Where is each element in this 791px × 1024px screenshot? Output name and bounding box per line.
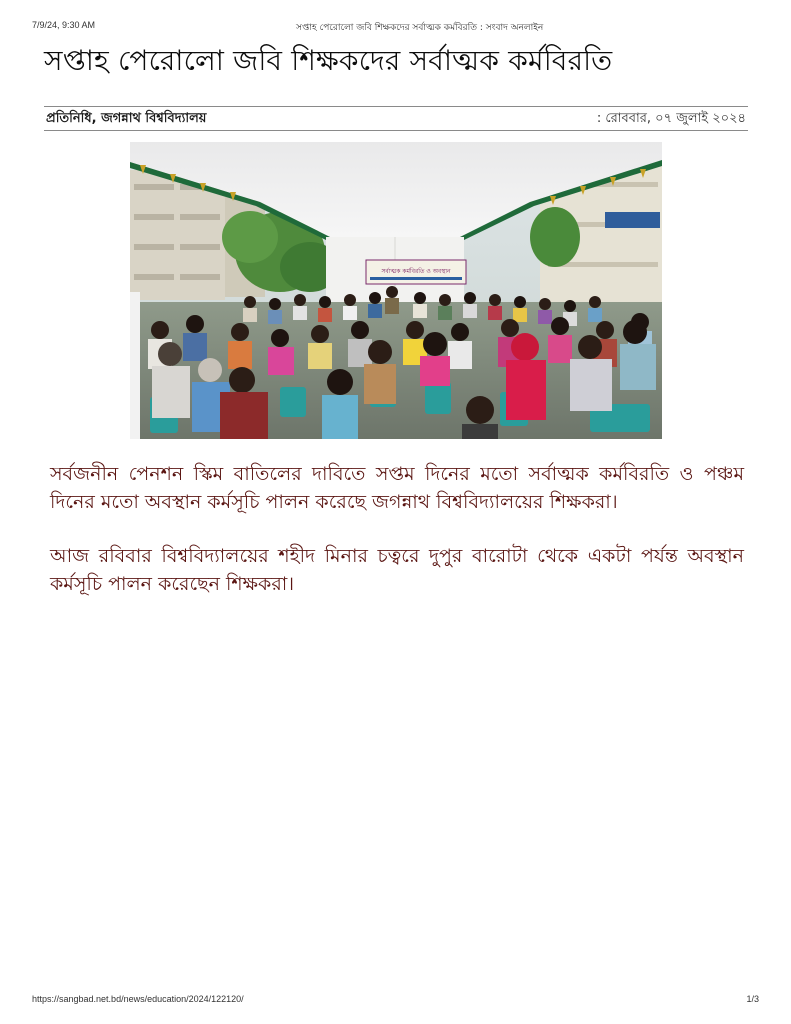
byline-top-rule [44,106,748,107]
person-red-hijab [506,360,546,420]
article-headline: সপ্তাহ পেরোলো জবি শিক্ষকদের সর্বাত্মক কর্মবিরতি [44,44,613,77]
right-building-sign [605,212,660,228]
publish-date: : রোববার, ০৭ জুলাই ২০২৪ [596,111,746,126]
article-body [50,460,744,624]
article-photo [130,142,662,439]
print-timestamp: 7/9/24, 9:30 AM [32,20,96,30]
print-url[interactable]: https://sangbad.net.bd/news/education/2024/122120/ [32,994,244,1004]
banner-text: সর্বাত্মক কর্মবিরতি ও অবস্থান [381,268,451,275]
article-paragraph-1: সর্বজনীন পেনশন স্কিম বাতিলের দাবিতে সপ্তম দিনের মতো সর্বাত্মক কর্মবিরতি ও পঞ্চম দিনের মতো অবস্থান কর্মসূচি পালন করেছে জগন্নাথ বিশ্ববিদ্যালয়ের শিক্ষকরা। [50,463,744,513]
protest-photo-illustration [130,142,662,439]
byline-bottom-rule [44,130,748,131]
page-number: 1/3 [746,994,759,1004]
print-header [0,0,791,34]
byline-row [46,109,746,129]
byline-author: প্রতিনিধি, জগন্নাথ বিশ্ববিদ্যালয় [46,111,207,126]
print-footer [0,990,791,1010]
print-page-title: সপ্তাহ পেরোলো জবি শিক্ষকদের সর্বাত্মক কর্মবিরতি : সংবাদ অনলাইন [296,23,544,33]
article-paragraph-2: আজ রবিবার বিশ্ববিদ্যালয়ের শহীদ মিনার চত্বরে দুপুর বারোটা থেকে একটা পর্যন্ত অবস্থান কর্মসূচি পালন করেছেন শিক্ষকরা। [50,545,744,595]
